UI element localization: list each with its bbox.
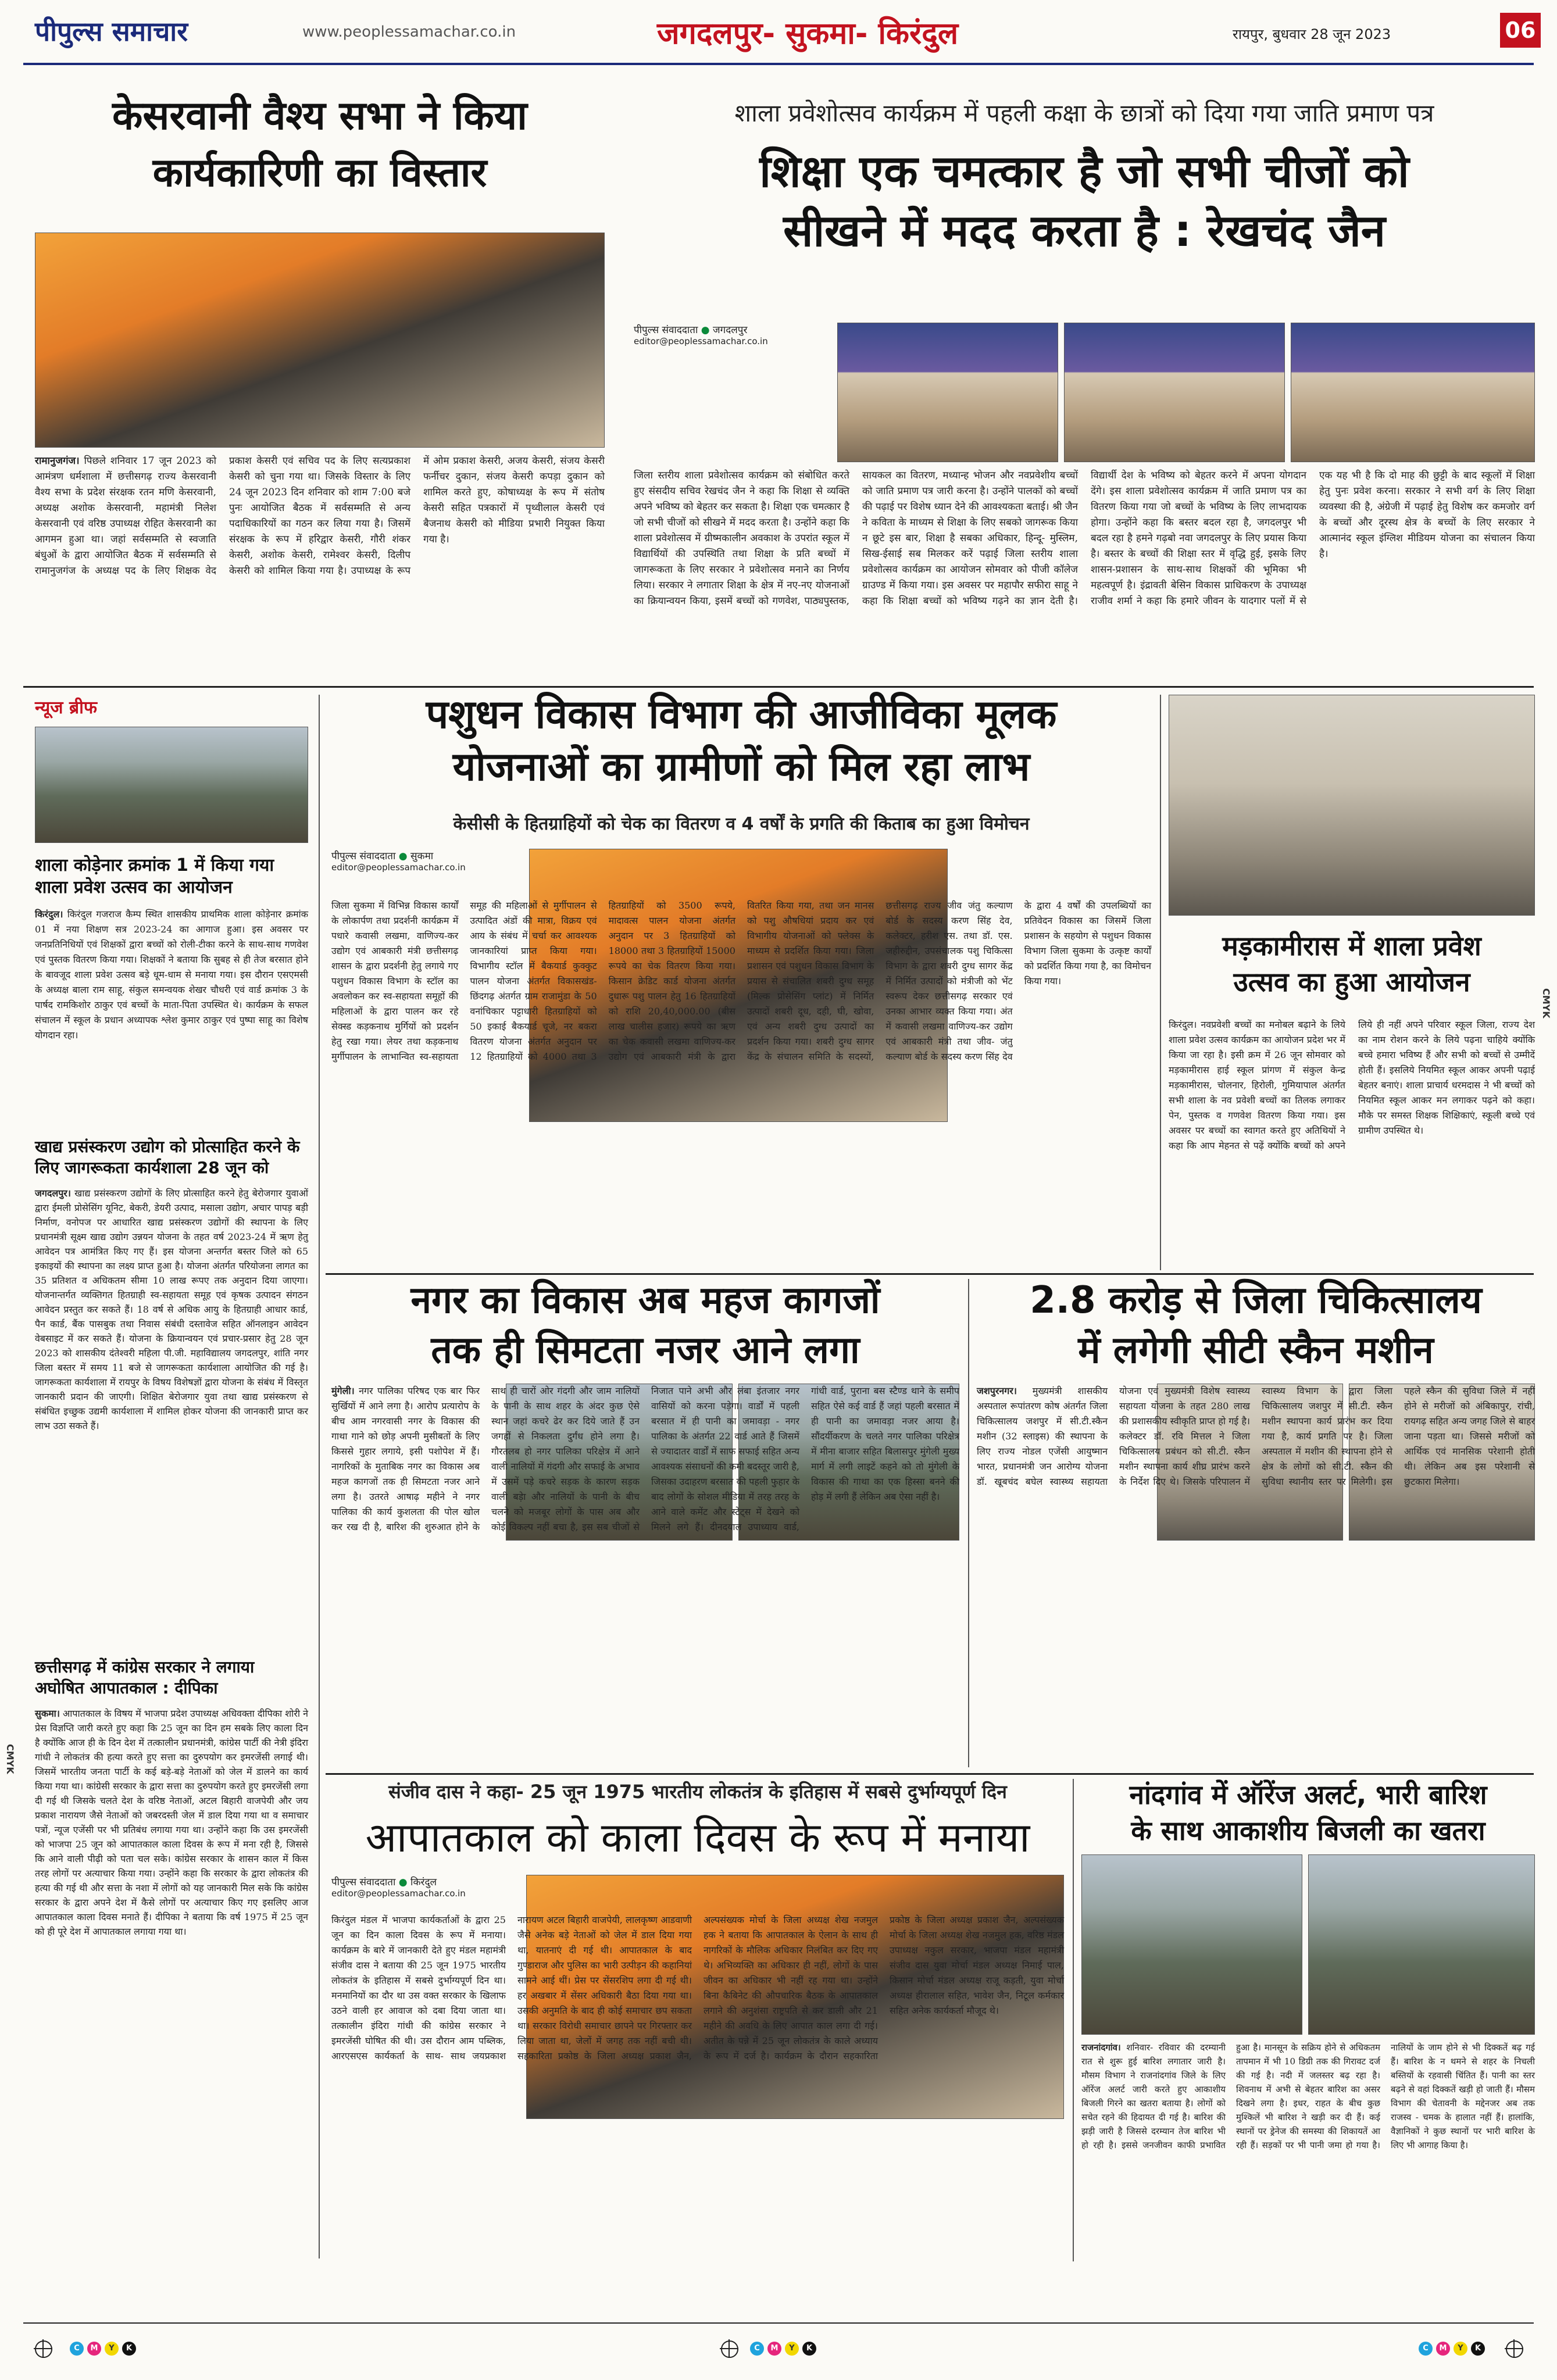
pashudhan-headline-line-2: योजनाओं का ग्रामीणों को मिल रहा लाभ <box>452 744 1030 791</box>
pashudhan-headline-line-1: पशुधन विकास विभाग की आजीविका मूलक <box>426 692 1057 738</box>
kesarwani-headline-line-1: केसरवानी वैश्य सभा ने किया <box>112 93 527 139</box>
cmyk-magenta: M <box>1436 2342 1450 2356</box>
congress-body <box>35 1706 308 2259</box>
cmyk-magenta: M <box>767 2342 781 2356</box>
footer-regmark-center <box>721 2340 738 2360</box>
apatkal-location: किरंदुल <box>410 1877 437 1888</box>
row-3-rule <box>326 1773 1534 1775</box>
nandgaon-photo-1 <box>1081 1854 1302 2035</box>
nagar-body <box>331 1384 959 1767</box>
nandgaon-photo-2 <box>1308 1854 1535 2035</box>
apatkal-bureau: पीपुल्स संवाददाता <box>331 1877 396 1888</box>
kodenar-body-text: किरंदुल गजराज कैम्प स्थित शासकीय प्राथमिक शाला कोड़ेनार क्रमांक 01 में नया शिक्षण सत्र 2023-24 का आगाज हुआ। इस अवसर पर जनप्रतिनिधियों एवं शिक्षकों द्वारा बच्चों को रोली-टीका करने के साथ-साथ गणवेश एवं पुस्तक वितरण किया गया। शिक्षकों ने बताया कि सुबह से ही तेज बरसात होने के बावजूद शाला प्रवेश उत्सव बड़े धूम-धाम से मनाया गया। इस दौरान एसएमसी के अध्यक्ष बाला राम साहू, संकुल समन्वयक शेखर चौधरी एवं वार्ड क्रमांक 3 के पार्षद रामकिशोर ठाकुर एवं बच्चों के माता-पिता उपस्थित थे। कार्यक्रम के सफल संचालन में स्कूल के प्रधान अध्यापक श्लेश कुमार ठाकुर एवं पुष्पा साहू का विशेष योगदान रहा। <box>35 909 308 1041</box>
ctscan-body-text: मुख्यमंत्री शासकीय अस्पताल रूपांतरण कोष अंतर्गत जिला चिकित्सालय जशपुर में सी.टी.स्कैन मशीन (32 स्लाइस) की स्थापना के लिए राज्य नोडल एजेंसी आयुष्मान भारत, प्रधानमंत्री जन आरोग्य योजना डॉ. खूबचंद बघेल स्वास्थ्य सहायता योजना एवं मुख्यमंत्री विशेष स्वास्थ्य सहायता योजना के तहत 280 लाख की प्रशासकीय स्वीकृति प्राप्त हो गई है। कलेक्टर डॉ. रवि मित्तल ने जिला चिकित्सालय प्रबंधन को सी.टी. स्कैन मशीन स्थापना कार्य शीघ्र प्रारंभ करने के निर्देश दिए थे। जिसके परिपालन में स्वास्थ्य विभाग के द्वारा जिला चिकित्सालय जशपुर में सी.टी. स्कैन मशीन स्थापना कार्य प्रारंभ कर दिया गया है, कार्य प्रगति पर है। जिला अस्पताल में मशीन की स्थापना होने से क्षेत्र के लोगों को सी.टी. स्कैन की सुविधा स्थानीय स्तर पर मिलेगी। इस पहले स्कैन की सुविधा जिले में नहीं होने से मरीजों को अंबिकापुर, रांची, रायगढ़ सहित अन्य जगह जिले से बाहर जाना पड़ता था। जिससे मरीजों को आर्थिक एवं मानसिक परेशानी होती थी। लेकिन अब इस परेशानी से छुटकारा मिलेगा। <box>977 1385 1535 1487</box>
nandgaon-body <box>1081 2040 1535 2261</box>
madkamiras-photo <box>1169 695 1535 916</box>
footer-marks <box>0 2337 1557 2366</box>
madkamiras-body <box>1169 1017 1535 1267</box>
footer-regmark-right <box>1506 2340 1523 2360</box>
nandgaon-dateline: राजनांदगांव। <box>1081 2042 1121 2053</box>
shiksha-location: जगदलपुर <box>713 324 748 336</box>
shiksha-email[interactable]: editor@peoplessamachar.co.in <box>634 336 768 346</box>
nagar-headline-line-1: नगर का विकास अब महज कागजों <box>410 1279 880 1322</box>
masthead <box>0 0 1557 70</box>
khadya-dateline: जगदलपुर। <box>35 1188 71 1199</box>
pashudhan-subhead: केसीसी के हितग्राहियों को चेक का वितरण व 4 वर्षों के प्रगति की किताब का हुआ विमोचन <box>453 814 1030 834</box>
cmyk-cyan: C <box>750 2342 764 2356</box>
khadya-headline: खाद्य प्रसंस्करण उद्योग को प्रोत्साहित करने के लिए जागरूकता कार्यशाला 28 जून को <box>35 1137 300 1177</box>
nagar-body-text: नगर पालिका परिषद एक बार फिर सुर्खियों में आने लगा है। आरोप प्रत्यारोप के बीच आम नगरवासी नगर के विकास की गाथा गाने को छोड़ अपनी मुसीबतों के लिए किससे गुहार लगाये, इसी पशोपेश में हैं। नागरिकों के मुताबिक नगर का विकास अब महज कागजों तक ही सिमटता नजर आने लगा है। उतरते आषाढ़ महीने ने नगर पालिका की कार्य कुशलता की पोल खोल कर रख दी है, बारिश की शुरुआत होने के साथ ही चारों ओर गंदगी और जाम नालियों के पानी के साथ शहर के अंदर कुछ ऐसे स्थान जहां कचरे ढेर कर दिये जाते हैं उन जगहों से निकलता दुर्गंध होने लगा है। गौरतलब हो नगर पालिका परिक्षेत्र में आने वाली नालियों में गंदगी और सफाई के अभाव में उसमें पड़े कचरे सड़क के कारण सड़क वाली बड़ेा और नालियों के पानी के बीच चलने को मजबूर लोगों के पास अब और कोई विकल्प नहीं बचा है, इस सब चीजों से निजात पाने अभी और लंबा इंतजार नगर वासियों को करना पड़ेगा। वार्डों में पहली बरसात में ही पानी का जमावड़ा - नगर पालिका के अंतर्गत 22 वार्ड आते हैं जिसमें से ज्यादातर वार्डों में साफ सफाई सहित अन्य आवश्यक संसाधनों की कमी बदस्तूर जारी है, जिसका उदाहरण बरसात की पहली फुहार के बाद लोगों के सोशल मीडिया में तरह तरह के आने वाले कमेंट और स्टेट्स में देखने को मिलने लगे हैं। दीनदयाल उपाध्याय वार्ड, गांधी वार्ड, पुराना बस स्टैण्ड थाने के समीप सहित ऐसे कई वार्ड हैं जहां पहली बरसात में ही पानी का जमावड़ा नजर आया है। सौंदर्यीकरण के चलते नगर पालिका परिक्षेत्र में मीना बाजार सहित बिलासपुर मुंगेली मुख्य मार्ग में लगी लाइटें कहने को तो मुंगेली के विकास की गाथा का एक हिस्सा बनने की होड़ में लगी हैं लेकिन अब ऐसा नहीं है। <box>331 1385 959 1532</box>
shiksha-headline-line-1: शिक्षा एक चमत्कार है जो सभी चीजों को <box>759 145 1409 197</box>
ctscan-headline-line-2: में लगेगी सीटी स्कैन मशीन <box>1078 1328 1434 1372</box>
side-cmyk-label-right: CMYK <box>1541 988 1552 1019</box>
kesarwani-body <box>35 453 605 680</box>
congress-dateline: सुकमा। <box>35 1708 60 1719</box>
masthead-section: जगदलपुर- सुकमा- किरंदुल <box>657 16 959 51</box>
madkamiras-body-text: किरंदुल। नवप्रवेशी बच्चों का मनोबल बढ़ाने के लिये शाला प्रवेश उत्सव कार्यक्रम का आयोजन प्रदेश भर में किया जा रहा है। इसी क्रम में 26 जून सोमवार को मड़कामीरास हाई स्कूल प्रांगण में संकुल केन्द्र मड़कामीरास, चोलनार, हिरोली, गुमियापाल अंतर्गत सभी शाला के नव प्रवेशी बच्चों का तिलक लगाकर पेन, पुस्तक व गणवेश वितरण किया गया। इस अवसर पर बच्चों का स्वागत करते हुए अतिथियों ने कहा कि आप मेहनत से पढ़ें क्योंकि बच्चों को अपने लिये ही नहीं अपने परिवार स्कूल जिला, राज्य देश का नाम रोशन करने के लिये पढ़ना चाहिये क्योंकि बच्चे हमारा भविष्य हैं और सभी को बच्चों से उम्मीदें होती हैं। इसलिये नियमित स्कूल आकर अपनी पढ़ाई बेहतर बनाएं। शाला प्राचार्य धरमदास ने भी बच्चों को नियमित स्कूल आकर मन लगाकर पढ़ने को कहा। मौके पर समस्त शिक्षक शिक्षिकाएं, स्कूली बच्चे एवं ग्रामीण उपस्थित थे। <box>1169 1019 1535 1151</box>
kesarwani-headline <box>35 93 605 196</box>
pashudhan-bureau: पीपुल्स संवाददाता <box>331 850 396 862</box>
kesarwani-photo <box>35 233 605 448</box>
pashudhan-headline <box>331 692 1151 791</box>
madkamiras-headline-line-2: उत्सव का हुआ आयोजन <box>1233 966 1470 998</box>
congress-headline: छत्तीसगढ़ में कांग्रेस सरकार ने लगाया अघोषित आपातकाल : दीपिका <box>35 1657 255 1698</box>
nandgaon-headline-line-2: के साथ आकाशीय बिजली का खतरा <box>1131 1815 1485 1847</box>
kodenar-body <box>35 907 308 1128</box>
shiksha-bureau: पीपुल्स संवाददाता <box>634 324 698 336</box>
shiksha-headline <box>634 145 1535 256</box>
ctscan-headline <box>977 1279 1535 1373</box>
nandgaon-body-text: शनिवार- रविवार की दरम्यानी रात से शुरू हुई बारिश लगातार जारी है। मौसम विभाग ने राजनांदगांव जिले के लिए ऑरेंज अलर्ट जारी करते हुए आकाशीय बिजली गिरने का खतरा बताया है। लोगों को सचेत रहने की हिदायत दी गई है। बारिश की झड़ी जारी है जिससे दरम्यान तेज बारिश भी हो रही है। इससे जनजीवन काफी प्रभावित हुआ है। मानसून के सक्रिय होने से अधिकतम तापमान में भी 10 डिग्री तक की गिरावट दर्ज की गई है। नदी में जलस्तर बढ़ रहा है। शिवनाथ में अभी से बेहतर बारिश का असर दिखने लगा है। इधर, राहत के बीच कुछ मुश्किलें भी बारिश ने खड़ी कर दी हैं। कई स्थानों पर ड्रेनेज की समस्या की शिकायतें आ रही हैं। सड़कों पर भी पानी जमा हो गया है। नालियों के जाम होने से भी दिक्कतें बढ़ गई हैं। बारिश के न थमने से शहर के निचली बस्तियों के रहवासी चिंतित हैं। पानी का स्तर बढ़ने से वहां दिक्कतें खड़ी हो जाती हैं। मौसम विभाग की चेतावनी के मद्देनजर अब तक राजस्व - चमक के हालात नहीं हैं। हालांकि, वैज्ञानिकों ने कुछ स्थानों पर भारी बारिश के लिए भी आगाह किया है। <box>1081 2042 1535 2150</box>
footer-rule <box>23 2322 1534 2324</box>
pashudhan-byline: पीपुल्स संवाददाता ● सुकमा editor@peoplessamachar.co.in <box>331 849 523 873</box>
kesarwani-dateline: रामानुजगंज। <box>35 455 80 467</box>
shiksha-byline: पीपुल्स संवाददाता ● जगदलपुर editor@peoplessamachar.co.in <box>634 323 843 346</box>
congress-body-text: आपातकाल के विषय में भाजपा प्रदेश उपाध्यक्ष अधिवक्ता दीपिका शोरी ने प्रेस विज्ञप्ति जारी करते हुए कहा कि 25 जून का दिन हम सबके लिए काला दिन है क्योंकि आज ही के दिन देश में तत्कालीन प्रधानमंत्री, कांग्रेस पार्टी की नेत्री इंदिरा गांधी ने लोकतंत्र की हत्या करते हुए सत्ता का दुरुपयोग कर इमरजेंसी लगाई थी। जिसमें भारतीय जनता पार्टी के कई बड़े-बड़े नेताओं को जेल में डालने का कार्य किया गया था। कांग्रेसी सरकार के द्वारा सत्ता का दुरुपयोग करते हुए इमरजेंसी लगा दी गई थी जिसके चलते देश के वरिष्ठ नेताओं, अटल बिहारी वाजपेयी और जय प्रकाश नारायण जैसे नेताओं को जबरदस्ती जेल में डाल दिया गया था व समाचार पत्रों, न्यूज एजेंसी पर भी प्रतिबंध लगाया गया था। उन्होंने कहा कि उस इमरजेंसी को भाजपा 25 जून को आपातकाल काला दिवस के रूप में मना रही है, जिससे कि आने वाली पीढ़ी को पता चल सके। कांग्रेस सरकार के शासन काल में किस तरह लोगों पर अत्याचार किया गया। उन्होंने कहा कि सरकार के द्वारा लोकतंत्र की हत्या की गई थी और सत्ता के नशा में लोगों को यह जानकारी मिल सके कि कांग्रेस सरकार के द्वारा अपने देश में कैसे लोगों पर अत्याचार किए गए इसलिए आज आपातकाल काला दिवस मनाते हैं। दीपिका ने बताया कि वर्ष 1975 में 25 जून को ही पूरे देश में आपातकाल लगाया गया था। <box>35 1708 308 1937</box>
apatkal-email[interactable]: editor@peoplessamachar.co.in <box>331 1888 466 1899</box>
kesarwani-headline-line-2: कार्यकारिणी का विस्तार <box>152 150 487 196</box>
shiksha-body-text: जिला स्तरीय शाला प्रवेशोत्सव कार्यक्रम को संबोधित करते हुए संसदीय सचिव रेखचंद जैन ने कहा कि शिक्षा से व्यक्ति अपने भविष्य को बेहतर कर सकता है। शिक्षा एक चमत्कार है जो सभी चीजों को सीखने में मदद करता है। उन्होंने कहा कि शाला प्रवेशोत्सव में ग्रीष्मकालीन अवकाश के उपरांत स्कूल में विद्यार्थियों की उपस्थिति तथा शिक्षा के प्रति बच्चों में जागरूकता के लिए सरकार ने प्रवेशोत्सव मनाने का निर्णय लिया। सरकार ने लगातार शिक्षा के क्षेत्र में नए-नए योजनाओं का क्रियान्वयन किया, इसमें बच्चों को गणवेश, पाठ्यपुस्तक, सायकल का वितरण, मध्यान्ह भोजन और नवप्रवेशीय बच्चों को जाति प्रमाण पत्र जारी करना है। उन्होंने पालकों को बच्चों की पढ़ाई पर विशेष ध्यान देने की आवश्यकता बताई। श्री जैन ने कविता के माध्यम से शिक्षा के लिए सबको जागरूक किया न छूटे इस बार, शिक्षा है सबका अधिकार, हिन्दू- मुस्लिम, सिख-ईसाई सब मिलकर करें पढ़ाई जिला स्तरीय शाला प्रवेशोत्सव कार्यक्रम का आयोजन सोमवार को पीजी कॉलेज ग्राउण्ड में किया गया। इस अवसर पर महापौर सफीरा साहू ने कहा कि शिक्षा बच्चों को भविष्य गढ़ने का ज्ञान देती है। विद्यार्थी देश के भविष्य को बेहतर करने में अपना योगदान देंगे। इस शाला प्रवेशोत्सव कार्यक्रम में जाति प्रमाण पत्र का वितरण किया गया जो बच्चों के भविष्य के लिए लाभदायक होगा। उन्होंने कहा कि बस्तर बदल रहा है, जगदलपुर भी बदल रहा है हमने गढ़बो नवा जगदलपुर के लिए प्रयास किया है। बस्तर के बच्चों की शिक्षा स्तर में वृद्धि हुई, इसके लिए शासन-प्रशासन के साथ-साथ शिक्षकों की भूमिका भी महत्वपूर्ण है। इंद्रावती बेसिन विकास प्राधिकरण के उपाध्यक्ष राजीव शर्मा ने कहा कि हमारे जीवन के यादगार पलों में से एक यह भी है कि दो माह की छुट्टी के बाद स्कूलों में शिक्षा हेतु पुनः प्रवेश करना। सरकार ने सभी वर्ग के लिए शिक्षा व्यवस्था की है, अंग्रेजी में पढ़ाई हेतु विशेष कर कमजोर वर्ग के बच्चों और दूरस्थ क्षेत्र के बच्चों के लिए सरकार ने आत्मानंद स्कूल इंग्लिश मीडियम योजना का संचालन किया है। <box>634 470 1535 607</box>
apatkal-byline: पीपुल्स संवाददाता ● किरंदुल editor@peoplessamachar.co.in <box>331 1875 517 1899</box>
apatkal-body <box>331 1913 1064 2261</box>
cmyk-yellow: Y <box>1454 2342 1467 2356</box>
cmyk-yellow: Y <box>105 2342 119 2356</box>
center-right-rule <box>1160 695 1161 1270</box>
news-brief-label: न्यूज ब्रीफ <box>35 698 97 718</box>
row-2-rule <box>326 1273 1534 1275</box>
shiksha-kicker: शाला प्रवेशोत्सव कार्यक्रम में पहली कक्षा के छात्रों को दिया गया जाति प्रमाण पत्र <box>734 99 1434 127</box>
cmyk-cyan: C <box>1419 2342 1433 2356</box>
kodenar-photo <box>35 727 308 843</box>
row-1-rule <box>23 686 1534 688</box>
nagar-ctscan-rule <box>968 1279 969 1767</box>
masthead-website[interactable]: www.peoplessamachar.co.in <box>302 23 516 41</box>
pashudhan-body-cols <box>331 898 1151 1270</box>
masthead-dateline: रायपुर, बुधवार 28 जून 2023 <box>1233 26 1391 42</box>
pashudhan-email[interactable]: editor@peoplessamachar.co.in <box>331 862 466 873</box>
ctscan-headline-line-1: 2.8 करोड़ से जिला चिकित्सालय <box>1030 1279 1482 1322</box>
khadya-body-text: खाद्य प्रसंस्करण उद्योगों के लिए प्रोत्साहित करने हेतु बेरोजगार युवाओं द्वारा ईमली प्रोसेसिंग यूनिट, बेकरी, डेयरी उत्पाद, मसाला उद्योग, अचार पापड़ बड़ी निर्माण, वनोपज पर आधारित खाद्य प्रसंस्करण उद्योगों की स्थापना के लिए प्रधानमंत्री सूक्ष्म खाद्य उद्योग उन्नयन योजना के तहत वर्ष 2023-24 में ऋण हेतु आवेदन पत्र आमंत्रित किए गए हैं। इस योजना अन्तर्गत बस्तर जिले को 65 इकाइयों की स्थापना का लक्ष्य प्राप्त हुआ है। योजना अंतर्गत परियोजना लागत का 35 प्रतिशत व अधिकतम सीमा 10 लाख रूपए तक अनुदान दिया जाएगा। योजनान्तर्गत व्यक्तिगत हितग्राही स्व-सहायता समूह एवं कृषक उत्पादन संगठन आवेदन प्रस्तुत कर सकते हैं। 18 वर्ष से अधिक आयु के हितग्राही आधार कार्ड, पैन कार्ड, बैंक पासबुक तथा निवास संबंधी दस्तावेज सहित ऑनलाइन आवेदन वेबसाइट में कर सकते हैं। योजना के क्रियान्वयन एवं प्रचार-प्रसार हेतु 28 जून 2023 को शासकीय दंतेश्वरी महिला पी.जी. महाविद्यालय जगदलपुर, शांति नगर जिला बस्तर में समय 11 बजे से जागरूकता कार्यशाला आयोजित की गई है। जागरूकता कार्यशाला में रायपुर के विषय विशेषज्ञों द्वारा योजना के संबंध में विस्तृत जानकारी प्रदान की जाएगी। शिक्षित बेरोजगार युवा तथा खाद्य प्रसंस्करण से संबंधित इच्छुक उद्यमी कार्यशाला में शामिल होकर योजना की जानकारी प्राप्त कर लाभ उठा सकते हैं। <box>35 1188 308 1431</box>
apatkal-nandgaon-rule <box>1073 1779 1074 2261</box>
cmyk-magenta: M <box>87 2342 101 2356</box>
ctscan-body <box>977 1384 1535 1767</box>
footer-cmyk-center <box>750 2342 816 2356</box>
pashudhan-location: सुकमा <box>410 850 434 862</box>
apatkal-headline: आपातकाल को काला दिवस के रूप में मनाया <box>365 1814 1030 1861</box>
nandgaon-headline <box>1081 1779 1535 1847</box>
kodenar-dateline: किरंदुल। <box>35 909 63 920</box>
khadya-body <box>35 1186 308 1651</box>
madkamiras-headline-line-1: मड़कामीरास में शाला प्रवेश <box>1222 930 1481 962</box>
page-number: 06 <box>1500 13 1541 48</box>
pashudhan-body-text: जिला सुकमा में विभिन्न विकास कार्यों के लोकार्पण तथा प्रदर्शनी कार्यक्रम में पधारे कवासी लखमा, वाणिज्य-कर उद्योग एवं आबकारी मंत्री छत्तीसगढ़ शासन के द्वारा प्रदर्शनी हेतु लगाये गए पशुधन विकास विभाग के स्टॉल का अवलोकन कर स्व-सहायता समूहों की महिलाओं के द्वारा पालन कर रहे सेक्स्ड कड़कनाथ मुर्गियों को प्रदर्शन हेतु रखा गया। लेयर तथा कड़कनाथ मुर्गीपालन के लाभान्वित स्व-सहायता समूह की महिलाओं से मुर्गीपालन से उत्पादित अंडों की मात्रा, विक्रय एवं आय के संबंध में चर्चा कर आवश्यक जानकारियां प्राप्त किया गया। विभागीय स्टॉल में बैकयार्ड कुक्कुट पालन योजना अंतर्गत विकासखंड-छिंदगढ़ अंतर्गत ग्राम राजामुंडा के 50 वनांचिकार पट्टाधारी हितग्राहियों को 50 इकाई बैकयार्ड चूजे, नर बकरा वितरण योजना अंतर्गत अनुदान पर 12 हितग्राहियों को 4000 तथा 3 हितग्राहियों को 3500 रूपये, मादावत्स पालन योजना अंतर्गत अनुदान पर 3 हितग्राहियों को 18000 तथा 3 हितग्राहियों 15000 रूपये का चेक वितरण किया गया। किसान क्रेडिट कार्ड योजना अंतर्गत दुधारू पशु पालन हेतु 16 हितग्राहियों को राशि 20,40,000.00 (बीस लाख चालीस हजार) रूपये का ऋण का चेक कवासी लखमा वाणिज्य-कर उद्योग एवं आबकारी मंत्री के द्वारा वितरित किया गया, तथा जन मानस को पशु औषधियां प्रदाय कर एवं विभागीय योजनाओं को फ्लेक्स के माध्यम से प्रदर्शित किया गया। जिला प्रशासन एवं पशुधन विकास विभाग के प्रयास से संचालित शबरी दुग्ध समूह (मिल्क प्रोसेसिंग प्लांट) में निर्मित उत्पादों शबरी दूध, दही, घी, खोवा, एवं अन्य शबरी दुग्ध उत्पादों का प्रदर्शन किया गया। शबरी दुग्ध सागर केंद्र के संचालन समिति के सदस्यों, छत्तीसगढ़ राज्य जीव जंतु कल्याण बोर्ड के सदस्य करण सिंह देव, कलेक्टर, हरीश एस. तथा डॉ. एस. जहीरुद्दीन, उपसंचालक पशु चिकित्सा विभाग के द्वारा शबरी दुग्ध सागर केंद्र में निर्मित उत्पादों को मंत्रीजी को भेंट स्वरूप देकर छत्तीसगढ़ सरकार एवं उनका आभार व्यक्त किया गया। अंत में कवासी लखमा वाणिज्य-कर उद्योग एवं आबकारी मंत्री तथा जीव- जंतु कल्याण बोर्ड के सदस्य करण सिंह देव के द्वारा 4 वर्षों की उपलब्धियों का प्रतिवेदन विकास का जिसमें जिला प्रशासन के सहयोग से पशुधन विकास विभाग जिला सुकमा के उत्कृष्ट कार्यों को प्रदर्शित किया गया है, का विमोचन किया गया। <box>331 900 1151 1062</box>
cmyk-black: K <box>1471 2342 1485 2356</box>
apatkal-kicker: संजीव दास ने कहा- 25 जून 1975 भारतीय लोकतंत्र के इतिहास में सबसे दुर्भाग्यपूर्ण दिन <box>388 1781 1007 1803</box>
kesarwani-body-text: पिछले शनिवार 17 जून 2023 को आमंत्रण धर्मशाला में छत्तीसगढ़ राज्य केसरवानी वैश्य सभा के प्रदेश संरक्षक रतन मणि केसरवानी, अध्यक्ष अशोक केसरवानी, महामंत्री निलेश केसरवानी एवं वरिष्ठ उपाध्यक्ष रोहित केसरवानी का आगमन हुआ था। जहां सर्वसम्मति से स्वजाति बंधुओं के द्वारा आयोजित बैठक में सर्वसम्मति से रामानुजगंज के अध्यक्ष पद के लिए शिक्षक वेद प्रकाश केसरी एवं सचिव पद के लिए सत्यप्रकाश केसरी को चुना गया था। जिसके विस्तार के लिए 24 जून 2023 दिन शनिवार को शाम 7:00 बजे पुनः आयोजित बैठक में सर्वसम्मति से अन्य पदाधिकारियों का गठन कर लिया गया है। जिसमें संरक्षक के रूप में हरिद्वार केसरी, गौरी शंकर केसरी, अशोक केसरी, रामेश्वर केसरी, दिलीप केसरी को शामिल किया गया है। उपाध्यक्ष के रूप में ओम प्रकाश केसरी, अजय केसरी, संजय केसरी फर्नीचर दुकान, संजय केसरी कपड़ा दुकान को शामिल करते हुए, कोषाध्यक्ष के रूप में संतोष केसरी सहित पत्रकारों में पृथ्वीलाल केसरी एवं बैजनाथ केसरी को मीडिया प्रभारी नियुक्त किया गया है। <box>35 455 605 577</box>
cmyk-cyan: C <box>70 2342 84 2356</box>
nandgaon-body-cols <box>1081 2040 1535 2261</box>
ctscan-dateline: जशपुरनगर। <box>977 1385 1017 1396</box>
side-cmyk-label-left: CMYK <box>5 1744 16 1774</box>
nagar-headline-line-2: तक ही सिमटता नजर आने लगा <box>431 1328 860 1372</box>
footer-cmyk-left <box>70 2342 136 2356</box>
ctscan-body-cols <box>977 1384 1535 1767</box>
nandgaon-headline-line-1: नांदगांव में ऑरेंज अलर्ट, भारी बारिश <box>1129 1779 1487 1810</box>
madkamiras-headline <box>1169 930 1535 998</box>
shiksha-headline-line-2: सीखने में मदद करता है : रेखचंद जैन <box>783 204 1385 256</box>
footer-cmyk-right <box>1419 2342 1485 2356</box>
kodenar-headline: शाला कोड़ेनार क्रमांक 1 में किया गया शाला प्रवेश उत्सव का आयोजन <box>35 855 274 898</box>
apatkal-body-text: किरंदुल मंडल में भाजपा कार्यकर्ताओं के द्वारा 25 जून का दिन काला दिवस के रूप में मनाया। कार्यक्रम के बारे में जानकारी देते हुए मंडल महामंत्री संजीव दास ने बताया की 25 जून 1975 भारतीय लोकतंत्र के इतिहास में सबसे दुर्भाग्यपूर्ण दिन था। मनमानियों का दौर था उस वक्त सरकार के खिलाफ उठने वाली हर आवाज को दबा दिया जाता था। तत्कालीन इंदिरा गांधी की कांग्रेस सरकार ने इमरजेंसी घोषित की थी। उस दौरान आम पब्लिक, आरएसएस कार्यकर्ता के साथ- साथ जयप्रकाश नारायण अटल बिहारी वाजपेयी, लालकृष्ण आडवाणी जैसे अनेक बड़े नेताओं को जेल में डाल दिया गया था, यातनाएं दी गई थी। आपातकाल के बाद गुण्डाराज और पुलिस का भारी उत्पीड़न की कहानियां सामने आई थीं। प्रेस पर सेंसरशिप लगा दी गई थी। हर अखबार में सेंसर अधिकारी बैठा दिया गया था। उसकी अनुमति के बाद ही कोई समाचार छप सकता था। सरकार विरोधी समाचार छापने पर गिरफ्तार कर लिया जाता था, जेलों में जगह तक नहीं बची थी। सहकारिता प्रकोष्ठ के जिला अध्यक्ष प्रकाश जैन, अल्पसंख्यक मोर्चा के जिला अध्यक्ष शेख नजमुल हक ने बताया कि आपातकाल के ऐलान के साथ ही नागरिकों के मौलिक अधिकार निलंबित कर दिए गए थे। अभिव्यक्ति का अधिकार ही नहीं, लोगों के पास जीवन का अधिकार भी नहीं रह गया था। उन्होंने बिना कैबिनेट की औपचारिक बैठक के आपातकाल लगाने की अनुशंसा राष्ट्रपति से कर डाली और 21 महीने की अवधि के लिए आपात काल लगा दी गई। अतीत के पन्ने में 25 जून लोकतंत्र के काले अध्याय के रूप में दर्ज है। कार्यक्रम के दौरान सहकारिता प्रकोष्ठ के जिला अध्यक्ष प्रकाश जैन, अल्पसंख्यक मोर्चा के जिला अध्यक्ष शेख नजमुल हक, वरिष्ठ मंडल उपाध्यक्ष नकुल सरकार, भाजपा मंडल महामंत्री संजीव दास युवा मोर्चा मंडल अध्यक्ष निमाई पाल, किसान मोर्चा मंडल अध्यक्ष राजू कड़ती, युवा मोर्चा अध्यक्ष हीरालाल सहित, भावेश जैन, निटूल कर्मकार सहित अनेक कार्यकर्ता मौजूद थे। <box>331 1914 1064 2061</box>
nagar-dateline: मुंगेली। <box>331 1385 355 1396</box>
masthead-logo: पीपुल्स समाचार <box>35 16 188 47</box>
masthead-rule <box>23 63 1534 65</box>
left-column-rule <box>319 695 320 2259</box>
nagar-headline <box>331 1279 959 1373</box>
cmyk-black: K <box>802 2342 816 2356</box>
nagar-body-cols <box>331 1384 959 1767</box>
cmyk-yellow: Y <box>785 2342 799 2356</box>
cmyk-black: K <box>122 2342 136 2356</box>
footer-regmark-left <box>35 2340 52 2360</box>
pashudhan-body <box>331 898 1151 1270</box>
shiksha-body <box>634 375 1535 680</box>
apatkal-body-cols <box>331 1913 1064 2261</box>
